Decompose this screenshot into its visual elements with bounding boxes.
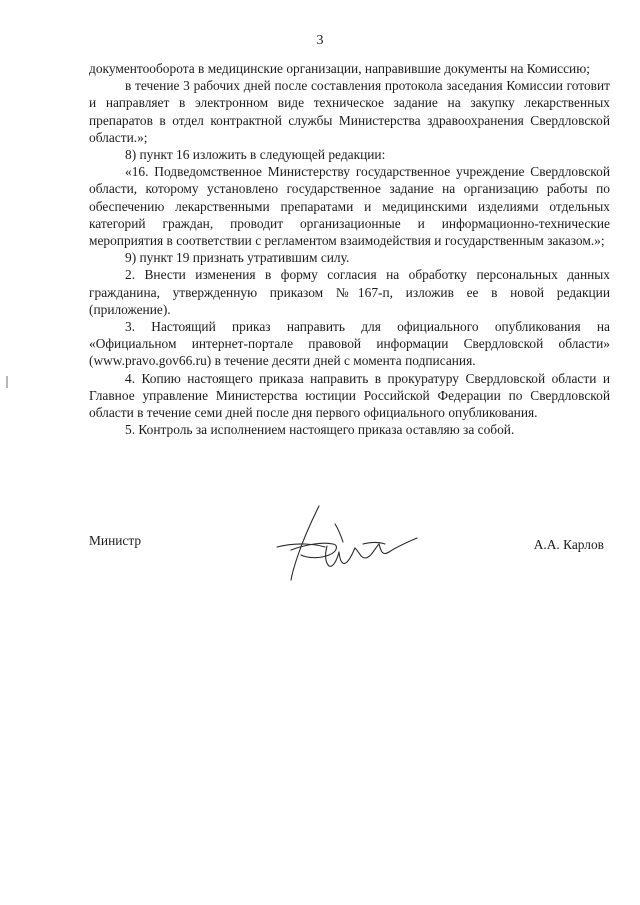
paragraph: 5. Контроль за исполнением настоящего приказа оставляю за собой. xyxy=(125,422,515,438)
page-number: 3 xyxy=(316,33,324,48)
margin-mark xyxy=(6,376,8,388)
paragraph: «16. Подведомственное Министерству государственное учреждение Свердловской области, которому установлено государственное задание на организацию работы по обеспечению лекарственными препаратами и медицинскими изделиями отдельных категорий граждан, проводит организационные и информационно-технические мероприятия в соответствии с регламентом взаимодействия и государственным заказом.»; xyxy=(89,164,610,249)
handwritten-signature xyxy=(267,500,437,584)
signature-block xyxy=(89,500,610,590)
paragraph: 3. Настоящий приказ направить для официального опубликования на «Официальном интернет-портале правовой информации Свердловской области» (www.pravo.gov66.ru) в течение десяти дней с момента подписания. xyxy=(89,319,610,369)
paragraph: 9) пункт 19 признать утратившим силу. xyxy=(125,250,350,266)
paragraph: 2. Внести изменения в форму согласия на обработку персональных данных гражданина, утвержденную приказом №167-п, изложив ее в новой редакции (приложение). xyxy=(89,267,610,317)
paragraph: в течение 3 рабочих дней после составления протокола заседания Комиссии готовит и направляет в электронном виде техническое задание на закупку лекарственных препаратов в отдел контрактной службы Министерства здравоохранения Свердловской области.»; xyxy=(89,78,610,145)
paragraph: 8) пункт 16 изложить в следующей редакции: xyxy=(125,147,386,163)
document-body xyxy=(89,60,610,438)
paragraph: 4. Копию настоящего приказа направить в прокуратуру Свердловской области и Главное управление Министерства юстиции Российской Федерации по Свердловской области в течение семи дней после дня первого официального опубликования. xyxy=(89,370,610,421)
paragraph: документооборота в медицинские организации, направившие документы на Комиссию; xyxy=(89,61,590,76)
signer-name: А.А. Карлов xyxy=(533,537,604,552)
signer-role: Министр xyxy=(89,533,142,548)
